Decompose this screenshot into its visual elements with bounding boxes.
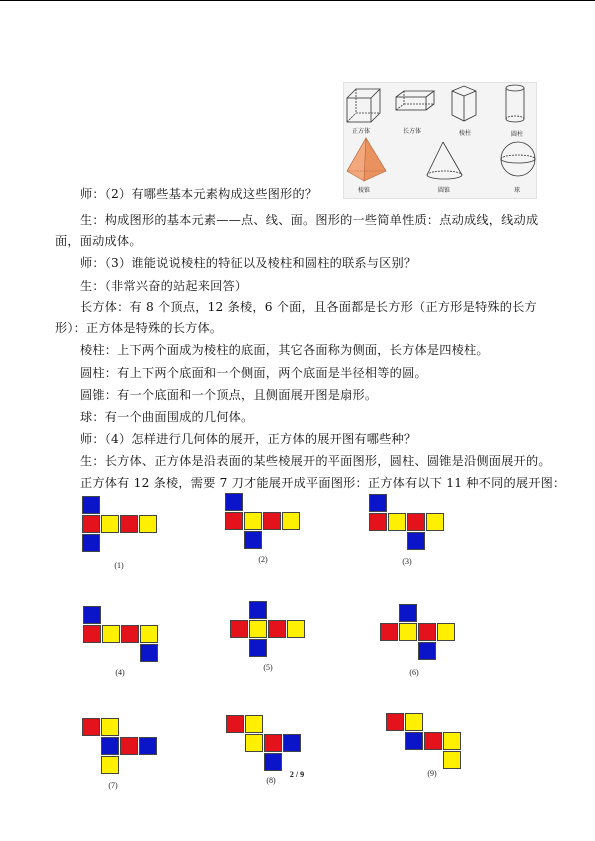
net-square-blue (418, 642, 436, 660)
net-square-blue (264, 753, 282, 771)
net-square-red (82, 515, 100, 533)
net-square-yellow (426, 513, 444, 531)
text-line-8: 棱柱：上下两个面成为棱柱的底面，其它各面称为侧面，长方体是四棱柱。 (80, 343, 489, 357)
net-caption-7: (7) (108, 781, 118, 790)
net-caption-1: (1) (114, 561, 124, 570)
net-square-blue (369, 494, 387, 512)
net-square-red (120, 515, 138, 533)
text-line-11: 球：有一个曲面围成的几何体。 (80, 410, 254, 424)
net-square-red (386, 713, 404, 731)
net-square-yellow (101, 718, 119, 736)
net-square-blue (83, 606, 101, 624)
text-line-9: 圆柱：有上下两个底面和一个侧面，两个底面是半径相等的圆。 (80, 366, 427, 380)
cube-drawing (347, 89, 380, 122)
page-top-rule (0, 0, 595, 1)
shape-label-cylinder: 圆柱 (510, 131, 524, 138)
prism-drawing (452, 86, 476, 121)
net-square-red (263, 512, 281, 530)
cylinder-drawing (506, 85, 524, 122)
net-caption-3: (3) (402, 557, 412, 566)
net-square-red (121, 625, 139, 643)
net-square-blue (140, 644, 158, 662)
text-line-1: 师：（2）有哪些基本元素构成这些图形的？ (80, 187, 318, 201)
net-caption-4: (4) (115, 668, 125, 677)
shape-label-prism: 棱柱 (458, 130, 472, 137)
net-square-blue (405, 732, 423, 750)
text-line-13: 生：长方体、正方体是沿表面的某些棱展开的平面图形，圆柱、圆锥是沿侧面展开的。 (80, 454, 551, 468)
text-line-5: 生：（非常兴奋的站起来回答） (80, 279, 248, 293)
net-square-blue (139, 737, 157, 755)
net-square-red (226, 715, 244, 733)
solids-figure (343, 82, 537, 199)
net-square-red (230, 620, 248, 638)
net-square-yellow (101, 515, 119, 533)
net-square-yellow (245, 734, 263, 752)
text-line-4: 师：（3）谁能说说棱柱的特征以及棱柱和圆柱的联系与区别？ (80, 256, 417, 270)
net-square-blue (101, 737, 119, 755)
net-square-blue (283, 734, 301, 752)
net-square-blue (399, 604, 417, 622)
net-caption-9: (9) (427, 769, 437, 778)
net-square-red (407, 513, 425, 531)
text-line-14: 正方体有 12 条棱，需要 7 刀才能展开成平面图形：正方体有以下 11 种不同的展开图： (80, 476, 566, 490)
shape-label-cone: 圆锥 (437, 187, 451, 194)
net-square-yellow (140, 625, 158, 643)
net-square-blue (225, 493, 243, 511)
net-square-blue (407, 532, 425, 550)
net-square-red (225, 512, 243, 530)
net-caption-6: (6) (409, 668, 419, 677)
net-square-blue (249, 601, 267, 619)
net-square-red (369, 513, 387, 531)
cone-drawing (427, 142, 462, 179)
net-square-red (83, 625, 101, 643)
net-square-blue (82, 534, 100, 552)
net-caption-5: (5) (263, 663, 273, 672)
net-square-yellow (443, 751, 461, 769)
net-square-blue (244, 531, 262, 549)
net-square-yellow (282, 512, 300, 530)
net-square-red (264, 734, 282, 752)
net-square-yellow (249, 620, 267, 638)
net-square-yellow (388, 513, 406, 531)
net-square-blue (249, 639, 267, 657)
net-square-yellow (102, 625, 120, 643)
page-number: 2 / 9 (289, 770, 305, 779)
text-line-12: 师：（4）怎样进行几何体的展开，正方体的展开图有哪些种？ (80, 432, 417, 446)
net-square-yellow (101, 756, 119, 774)
net-caption-8: (8) (266, 776, 276, 785)
net-square-yellow (287, 620, 305, 638)
text-line-6: 长方体：有 8 个顶点，12 条棱，6 个面，且各面都是长方形（正方形是特殊的长方 (80, 300, 537, 314)
net-square-red (268, 620, 286, 638)
solids-illustration (344, 83, 536, 198)
shape-label-cuboid: 长方体 (402, 128, 422, 135)
net-square-red (418, 623, 436, 641)
text-line-2: 生：构成图形的基本元素——点、线、面。图形的一些简单性质：点动成线，线动成 (80, 213, 539, 227)
shape-label-pyramid: 棱锥 (357, 187, 371, 194)
net-square-blue (82, 496, 100, 514)
net-square-yellow (405, 713, 423, 731)
net-caption-2: (2) (258, 555, 268, 564)
net-square-yellow (443, 732, 461, 750)
net-square-yellow (437, 623, 455, 641)
net-square-red (82, 718, 100, 736)
net-square-red (424, 732, 442, 750)
net-square-red (380, 623, 398, 641)
net-square-red (120, 737, 138, 755)
net-square-yellow (245, 715, 263, 733)
text-line-3: 面，面动成体。 (55, 234, 142, 248)
net-square-yellow (139, 515, 157, 533)
shape-label-cube: 正方体 (351, 128, 371, 135)
text-line-10: 圆锥：有一个底面和一个顶点，且侧面展开图是扇形。 (80, 388, 378, 402)
net-square-yellow (244, 512, 262, 530)
sphere-drawing (501, 142, 535, 176)
pyramid-drawing (347, 138, 386, 181)
net-square-yellow (399, 623, 417, 641)
shape-label-sphere: 球 (513, 187, 521, 194)
text-line-7: 形）：正方体是特殊的长方体。 (55, 321, 223, 335)
cuboid-drawing (396, 91, 434, 110)
